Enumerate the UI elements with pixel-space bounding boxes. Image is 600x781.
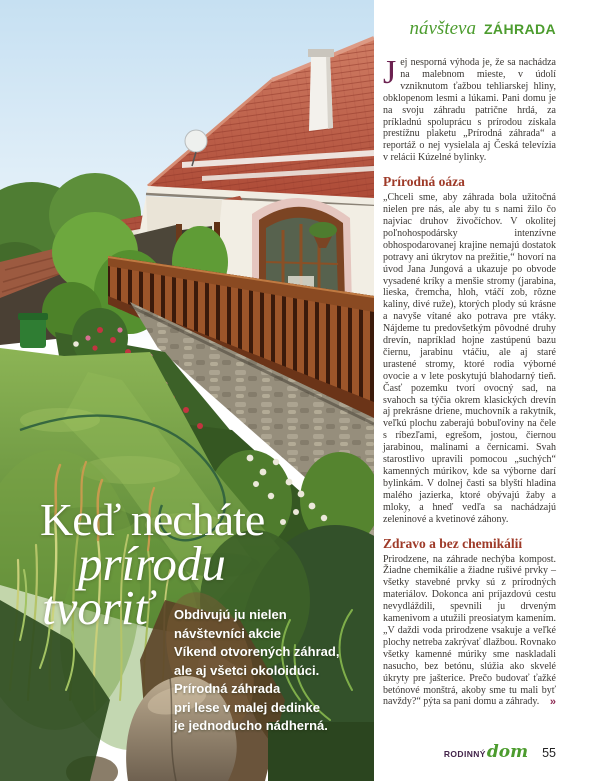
photo-title-line1: Keď necháte (40, 494, 265, 545)
section-heading-1: Prírodná oáza (383, 174, 465, 190)
article-column (383, 0, 556, 708)
intro-paragraph (383, 54, 556, 164)
section-body-1: „Chceli sme, aby záhrada bola užitočná nielen pre nás, ale aby tu s nami žilo čo najviac druhov živočíchov. V okolitej poľnohospodársky intenzívne obhospodarovanej krajine nemajú dostatok potravy ani úkrytov na prežitie,“ hovorí na úvod Jana Jungová a ukazuje po obvode vysadené kríky a menšie stromy (jarabina, lieska, čremcha, hloh, vtáčí zob, rôzne kaliny, divé ruže), ktorých plody sú krásne a navyše vítané ako potrava pre vtáky. Nájdeme tu predovšetkým pôvodné druhy drevín, napríklad hojne zastúpenú bazu čiernu, jarabinu vtáčiu, ale aj staré urastené stromy, ktoré rodia výborné ovocie a v lete poskytujú blahodarný tieň. Časť pozemku tvorí ovocný sad, na svahoch sa týčia okrem klasických drevín aj prekrásne driene, muchovník a rakytník, veľkú plochu zaberajú bobuľoviny na čele s ríbezľami, egrešom, jostou, čiernou jarabinou, malinami a černicami. Svah starostlivo upravili pomocou „suchých“ kamenných múrikov, kde sa výborne darí bylinkám. V dolnej časti sa blyští hladina malého jazierka, ktoré obývajú žaby a mloky, a hneď vedľa sa nachádzajú zeleninové a kvetinové záhony. (383, 192, 556, 525)
subtitle-line: Prírodná záhrada (174, 681, 281, 696)
magazine-brand-script: dom (486, 742, 529, 762)
green-bin (20, 316, 46, 348)
kicker-bold: ZÁHRADA (483, 21, 556, 37)
satellite-dish (185, 130, 207, 152)
photo-title-line3: tvoriť (42, 580, 153, 635)
page-footer (383, 742, 556, 762)
section-body-2 (383, 554, 556, 709)
page-number: 55 (542, 746, 556, 760)
continuation-mark: » (549, 696, 556, 709)
magazine-brand-caps: RODINNÝ (443, 749, 486, 759)
intro-text: ej nesporná výhoda je, že sa nachádza na malebnom mieste, v údolí vzniknutom ťažbou tehliarskej hliny, obklopenom lesmi a lúkami. Pani domu je na svoju záhradu patrične hrdá, za príkladnú spoluprácu s prírodou získala prestížnu plaketu „Prírodná záhrada“ a reportáž o nej vysielala aj Česká televízia v relácii Kúzelné bylinky. (383, 57, 556, 164)
section-heading-2: Zdravo a bez chemikálií (383, 535, 523, 551)
photo-title-line2: prírodu (78, 536, 226, 591)
subtitle-line: je jednoducho nádherná. (174, 718, 328, 733)
kicker-italic: návšteva (409, 18, 476, 39)
subtitle-line: ale aj všetci okoloidúci. (174, 662, 320, 678)
section-body-2-text: Prirodzene, na záhrade nechýba kompost. Žiadne chemikálie a žiadne rušivé prvky – všetky stavebné prvky sú z prírodných materiálov. Dokonca ani príjazdovú cestu nevydláždili, spevnili ju drveným kamenivom a utužili preosiatym kamením. „V daždi voda prirodzene vsakuje a veľké plochy netreba zakrývať dlažbou. Rovnako všetky kamenné múriky sme naskladali nasucho, bez betónu, slúžia ako skvelé úkryty pre jašterice. Prečo budovať ťažké betónové monštrá, akoby sme tu mali byť navždy?“ pýta sa pani domu a záhrady. (383, 553, 556, 708)
subtitle-line: pri lese v malej dedinke (174, 699, 320, 715)
photo-subtitle (174, 606, 374, 736)
section-kicker (383, 18, 556, 40)
subtitle-line: Obdivujú ju nielen (174, 607, 287, 622)
drop-cap: J (383, 54, 397, 91)
subtitle-line: Víkend otvorených záhrad, (174, 644, 340, 659)
subtitle-line: návštevníci akcie (174, 625, 281, 641)
